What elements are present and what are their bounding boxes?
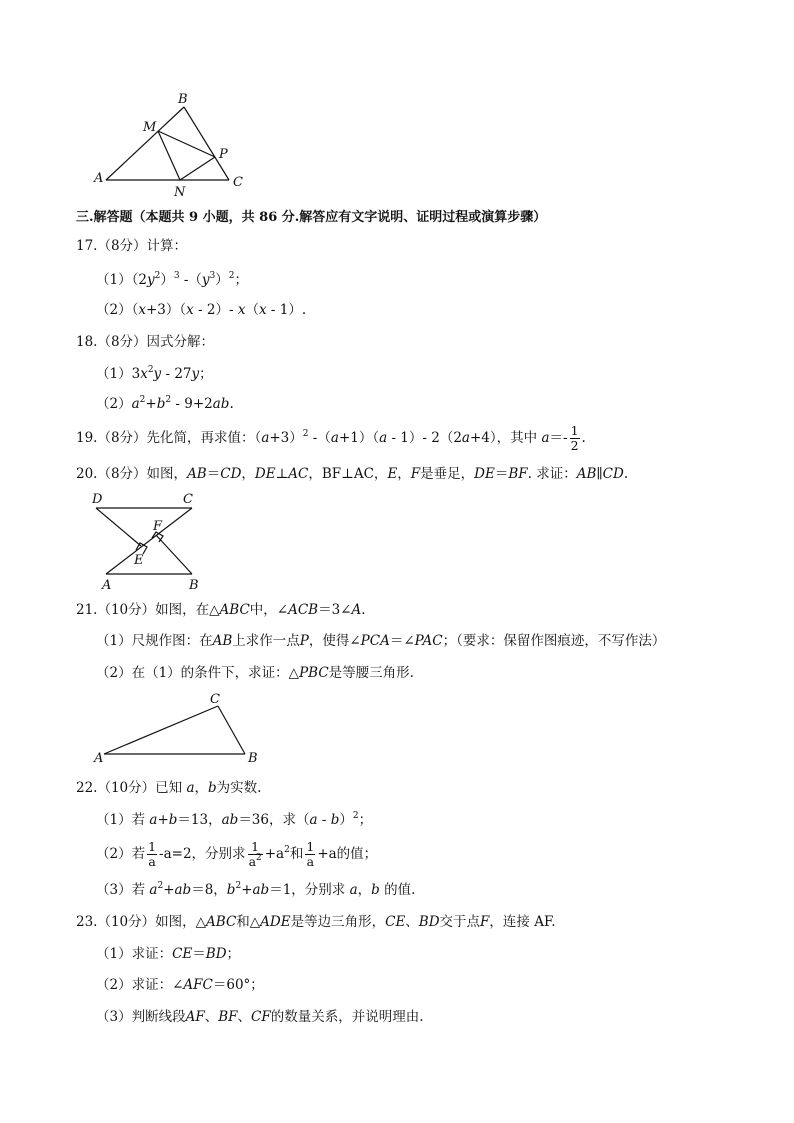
q18-part2: $(2)a^2+b^2 - 9+2ab$. bbox=[96, 395, 234, 412]
segment-bf bbox=[156, 535, 192, 574]
label-d: D bbox=[92, 492, 103, 507]
q17-heading: 17.（8分）计算： bbox=[76, 238, 188, 254]
q18-part1: $(1)3x^2y - 27y$； bbox=[96, 365, 213, 382]
figure-q20 bbox=[86, 488, 216, 594]
q23-text: 23.（10分）如图，△ABC和△ADE是等边三角形，CE、BD交于点F，连接 AF. bbox=[76, 914, 556, 930]
q17-part1: $(1)(2y^2)^3$ $-(y^3)^2$； bbox=[96, 271, 249, 288]
segment-ab bbox=[106, 107, 184, 180]
segment-ac bbox=[104, 706, 218, 754]
q20-text: 20.（8分）如图，AB＝CD，DE⊥AC，BF⊥AC，E，F是垂足，DE＝BF. 求证：AB∥CD. bbox=[76, 466, 629, 482]
q18-heading: 18.（8分）因式分解： bbox=[76, 334, 215, 350]
label-b: B bbox=[178, 92, 188, 107]
label-a: A bbox=[102, 578, 112, 593]
q22-part2: （2）若 $\frac{1}{a}$ -a=2，分别求 $\frac{1}{a^2}$ $+a^2$和 $\frac{1}{a}$ +a的值； bbox=[96, 839, 378, 869]
label-e: E bbox=[134, 553, 144, 568]
segment-np bbox=[180, 157, 215, 180]
label-b: B bbox=[189, 578, 199, 593]
section-3-title: 三.解答题（本题共 9 小题，共 86 分.解答应有文字说明、证明过程或演算步骤） bbox=[76, 210, 547, 225]
label-a: A bbox=[94, 171, 104, 186]
segment-bc bbox=[184, 107, 229, 180]
q17-part2: （2）（x+3）（x - 2）- x（x - 1）. bbox=[96, 302, 307, 318]
segment-de bbox=[96, 508, 141, 546]
q22-text: 22.（10分）已知 a，b为实数. bbox=[76, 780, 262, 796]
label-m: M bbox=[143, 120, 157, 135]
figure-triangle-mnp bbox=[88, 90, 258, 202]
q21-part1: （1）尺规作图：在AB上求作一点P，使得∠PCA＝∠PAC；（要求：保留作图痕迹，不写作法） bbox=[96, 633, 666, 649]
label-c: C bbox=[210, 692, 220, 707]
label-b: B bbox=[248, 751, 258, 766]
segment-ac bbox=[106, 508, 192, 574]
label-a: A bbox=[94, 751, 104, 766]
segment-cb bbox=[218, 706, 245, 754]
q23-part1: （1）求证：CE＝BD； bbox=[96, 946, 241, 962]
label-f: F bbox=[153, 519, 163, 534]
label-n: N bbox=[174, 185, 186, 200]
q22-part1: （1）若 a+b＝13，ab＝36，求（a - b）$^2$； bbox=[96, 811, 373, 828]
q23-part2: （2）求证：∠AFC＝60°； bbox=[96, 977, 264, 993]
q21-text: 21.（10分）如图，在△ABC中，∠ACB＝3∠A. bbox=[76, 602, 366, 618]
label-c: C bbox=[233, 175, 243, 190]
figure-q21 bbox=[88, 688, 268, 768]
q23-part3: （3）判断线段AF、BF、CF的数量关系，并说明理由. bbox=[96, 1009, 424, 1025]
label-p: P bbox=[219, 147, 228, 162]
segment-mn bbox=[158, 131, 180, 180]
q22-part3: （3）若 $a^2+ab=8$，$b^2+ab=1$，分别求 a，b 的值. bbox=[96, 881, 416, 898]
q19-text: 19.（8分）先化简，再求值：$(a+3)^2$ -（a+1）（a - 1）- 2（2a+4），其中 a＝- $\frac{1}{2}$ . bbox=[76, 423, 586, 453]
label-c: C bbox=[183, 492, 193, 507]
q21-part2: （2）在（1）的条件下，求证：△PBC是等腰三角形. bbox=[96, 665, 414, 681]
fraction-one-half: $\frac{1}{2}$ bbox=[570, 423, 579, 453]
